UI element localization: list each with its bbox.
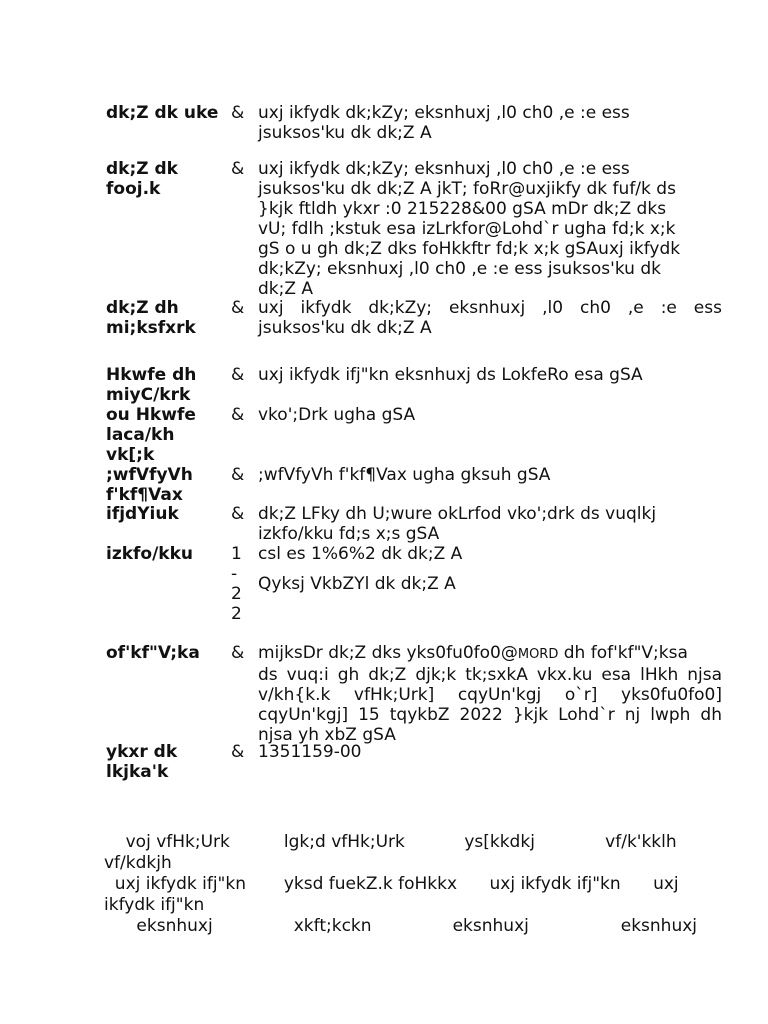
value-line: dk;Z A (258, 279, 314, 299)
field-value (258, 742, 722, 762)
field-separator: & (231, 405, 245, 425)
value-line: gS o u gh dk;Z dks foHkkftr fd;k x;k gSAuxj ikfydk (258, 239, 681, 259)
field-value (258, 103, 722, 143)
value-line: jsuksos'ku dk dk;Z A (258, 318, 432, 338)
field-label: ykxr dk lkjka'k (106, 742, 178, 782)
field-label: ifjdYiuk (106, 504, 179, 524)
value-line: uxj ikfydk dk;kZy; eksnhuxj ,l0 ch0 ,e :e ess (258, 103, 630, 123)
field-separator: & (231, 643, 245, 663)
field-value (258, 465, 722, 485)
field-separator: & (231, 159, 245, 179)
signature-line: vf/kdkjh (104, 853, 172, 873)
value-line: jsuksos'ku dk dk;Z A jkT; foRr@uxjikfy dk fuf/k ds (258, 179, 676, 199)
field-separator: & (231, 742, 245, 762)
field-separator: & (231, 103, 245, 123)
signature-block (104, 832, 724, 937)
field-label: dk;Z dh mi;ksfxrk (106, 298, 196, 338)
value-line: uxj ikfydk dk;kZy; eksnhuxj ,l0 ch0 ,e :e ess (258, 159, 630, 179)
value-line: jsuksos'ku dk dk;Z A (258, 123, 432, 143)
field-separator: & (231, 298, 245, 318)
field-label: of'kf"V;ka (106, 643, 200, 663)
provision-number: 2 (231, 604, 242, 624)
field-label: dk;Z dk fooj.k (106, 159, 178, 199)
provision-number: 1 (231, 544, 242, 564)
value-line: dk;Z LFky dh U;wure okLrfod vko';drk ds vuqlkj (258, 504, 657, 524)
field-label: ou Hkwfe laca/kh vk[;k (106, 405, 196, 465)
value-line: vU; fdlh ;kstuk esa izLrkfor@Lohd`r ugha fd;k x;k (258, 219, 676, 239)
field-label: izkfo/kku (106, 544, 194, 564)
value-line: vko';Drk ugha gSA (258, 405, 416, 425)
field-value (258, 405, 722, 425)
field-separator: & (231, 465, 245, 485)
field-separator (231, 544, 247, 624)
provision-dash: - (231, 564, 238, 584)
field-separator: & (231, 504, 245, 524)
value-line: ;wfVfyVh f'kf¶Vax ugha gksuh gSA (258, 465, 551, 485)
field-label: ;wfVfyVh f'kf¶Vax (106, 465, 193, 505)
field-label: Hkwfe dh miyC/krk (106, 365, 197, 405)
value-text: dh fof'kf"V;ksa (558, 643, 688, 663)
field-value (258, 159, 722, 299)
signature-line: ikfydk ifj"kn (104, 895, 205, 915)
field-separator: & (231, 365, 245, 385)
value-text-smallcaps: MORD (517, 647, 559, 662)
field-label: dk;Z dk uke (106, 103, 219, 123)
field-value (258, 365, 722, 385)
value-line: njsa yh xbZ gSA (258, 725, 396, 745)
value-line: 1351159-00 (258, 742, 362, 762)
value-line: ds vuq:i gh dk;Z djk;k tk;sxkA vkx.ku esa lHkh njsa (258, 665, 722, 685)
field-value (258, 298, 722, 338)
signature-line: eksnhuxj xkft;kckn eksnhuxj eksnhuxj (104, 916, 697, 936)
value-line: cqyUn'kgj] 15 tqykbZ 2022 }kjk Lohd`r nj lwph dh (258, 705, 722, 725)
provision-number: 2 (231, 584, 242, 604)
value-line: dk;kZy; eksnhuxj ,l0 ch0 ,e :e ess jsuksos'ku dk (258, 259, 661, 279)
value-text: mijksDr dk;Z dks yks0fu0fo0@ (258, 643, 518, 663)
field-value (258, 504, 722, 544)
value-line: uxj ikfydk ifj"kn eksnhuxj ds LokfeRo esa gSA (258, 365, 643, 385)
value-line: uxj ikfydk dk;kZy; eksnhuxj ,l0 ch0 ,e :e ess (258, 298, 722, 318)
signature-line: voj vfHk;Urk lgk;d vfHk;Urk ys[kkdkj vf/k'kklh (104, 832, 677, 852)
value-line: csl es 1%6%2 dk dk;Z A (258, 544, 463, 564)
value-line: izkfo/kku fd;s x;s gSA (258, 524, 440, 544)
field-value (258, 544, 722, 594)
field-value (258, 643, 722, 745)
value-line: v/kh{k.k vfHk;Urk] cqyUn'kgj o`r] yks0fu0fo0] (258, 685, 722, 705)
signature-line: uxj ikfydk ifj"kn yksd fuekZ.k foHkkx uxj ikfydk ifj"kn uxj (104, 874, 679, 894)
value-line (258, 643, 722, 665)
value-line: Qyksj VkbZYl dk dk;Z A (258, 574, 456, 594)
value-line: }kjk ftldh ykxr :0 215228&00 gSA mDr dk;Z dks (258, 199, 667, 219)
